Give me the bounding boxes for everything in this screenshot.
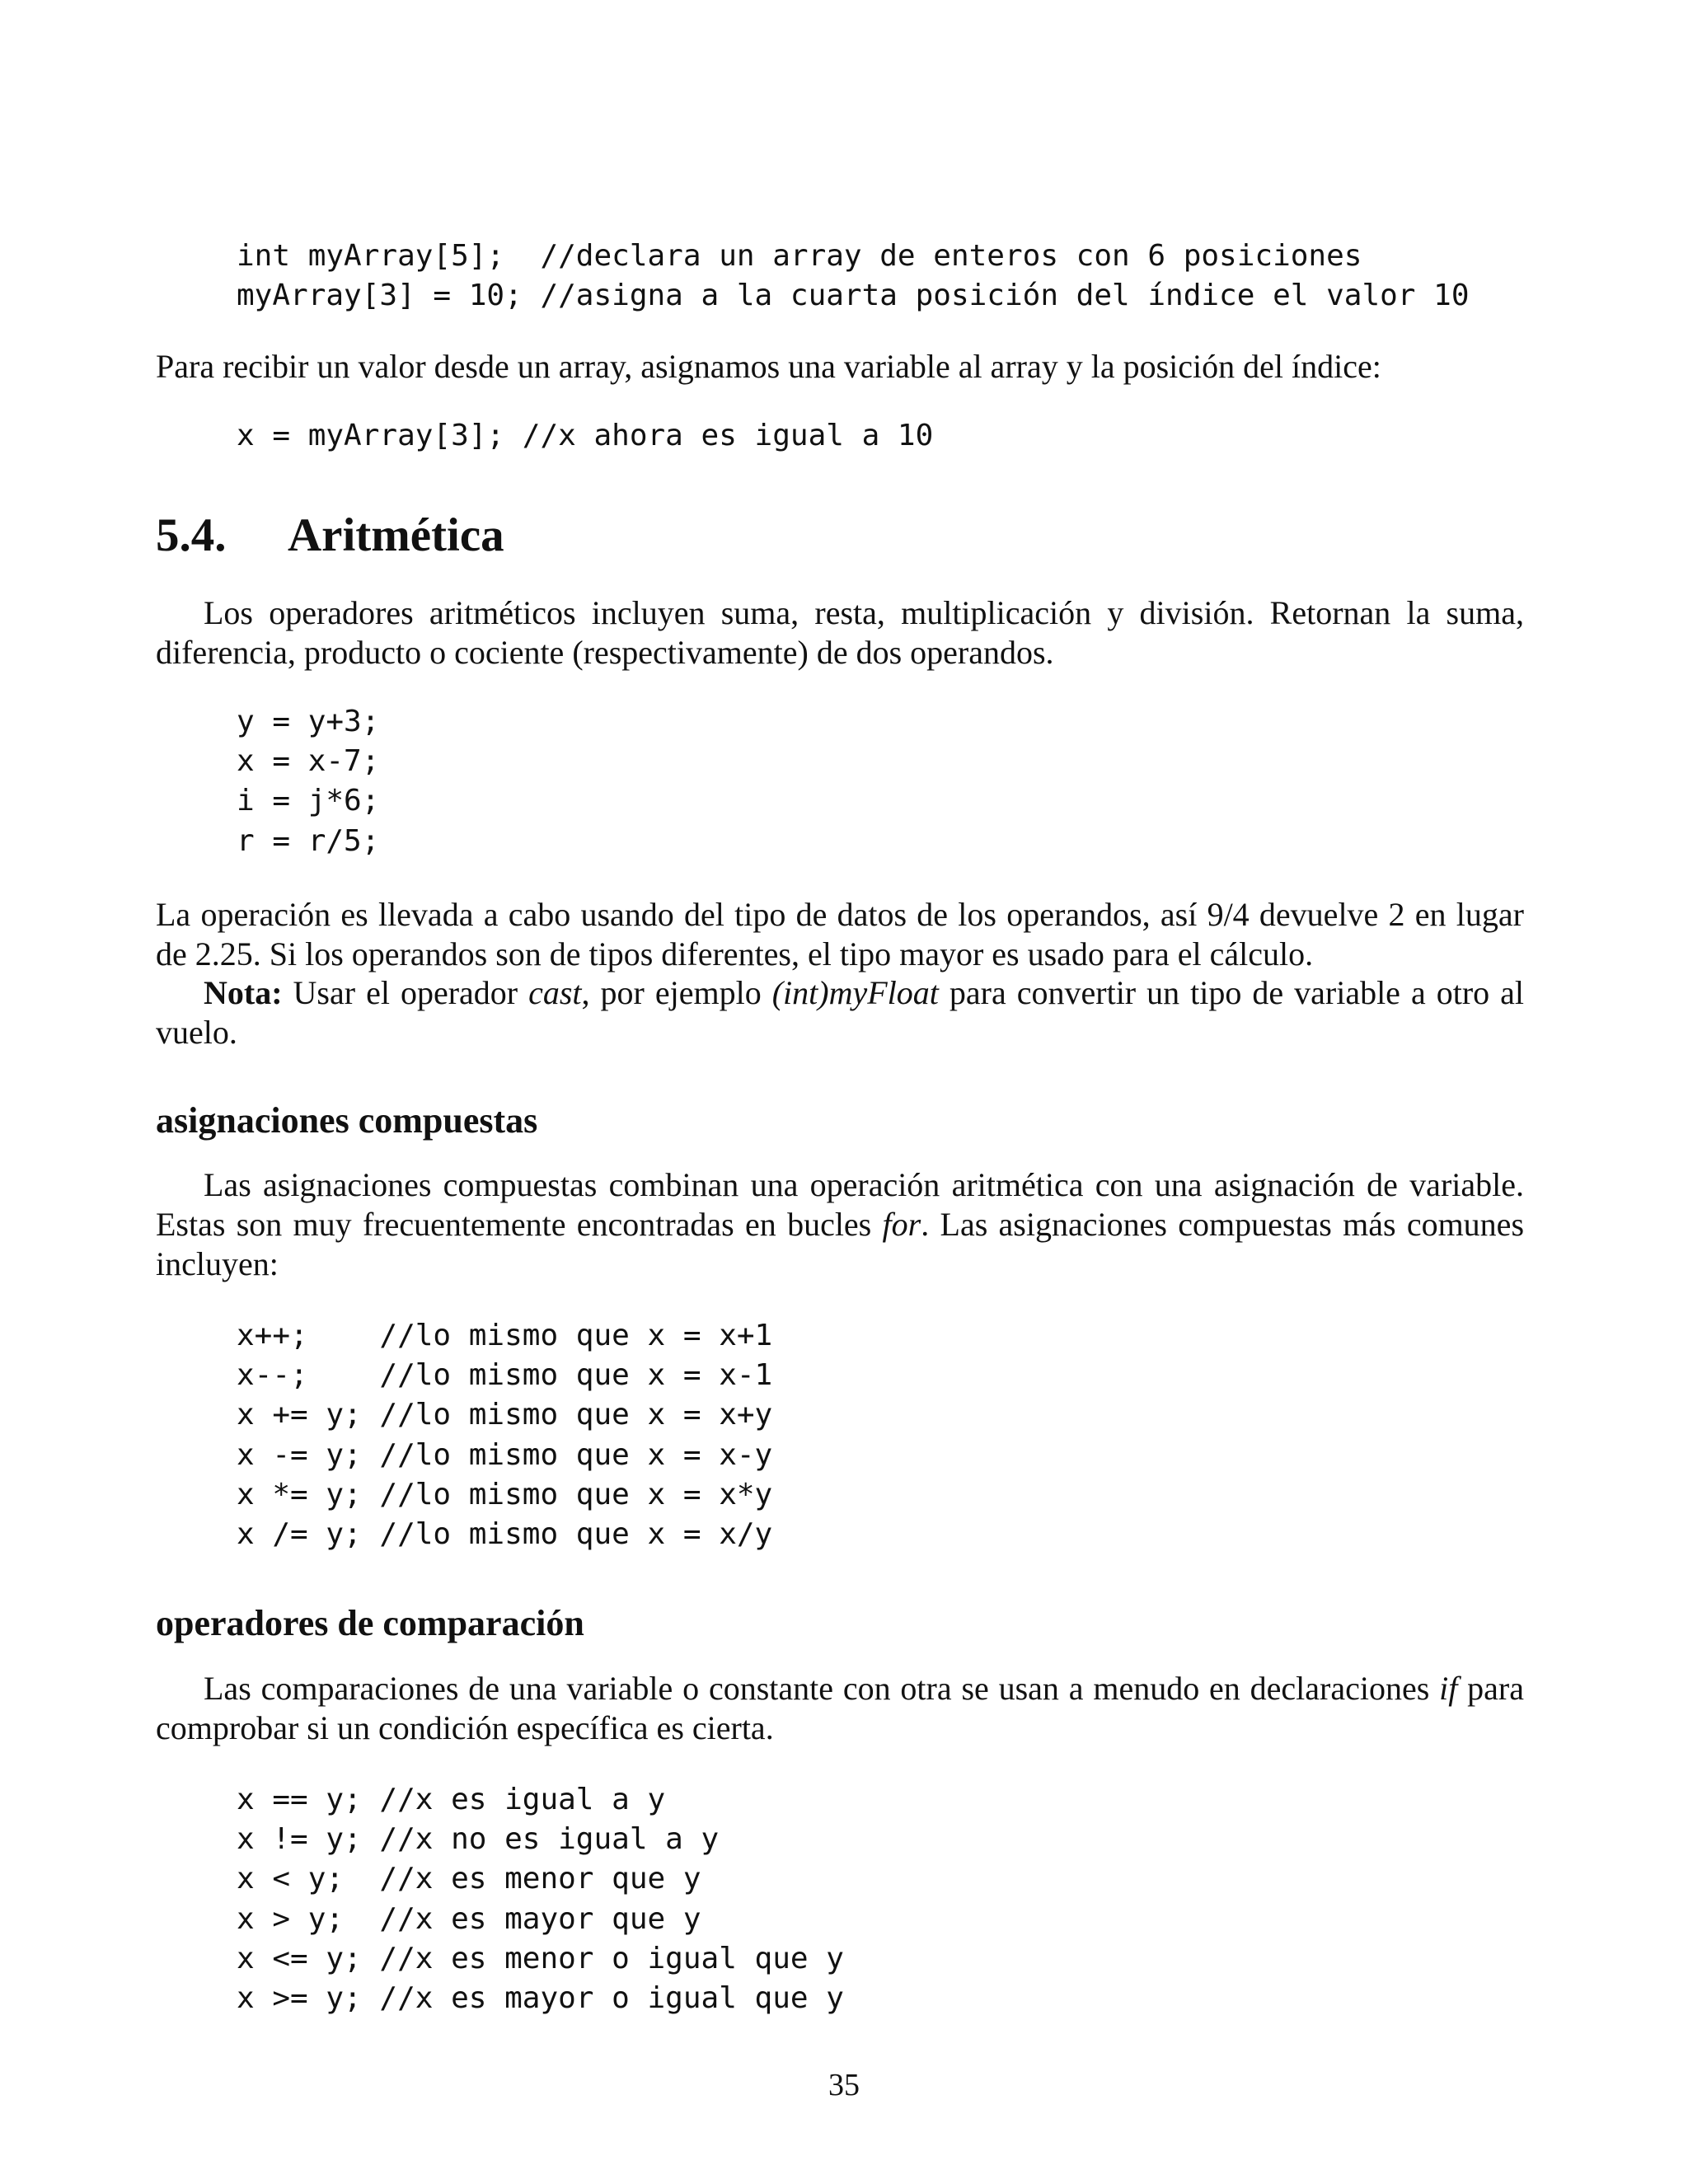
code-block-comparison — [237, 1780, 844, 2018]
for-term: for — [882, 1206, 921, 1243]
code-block-array-declaration — [237, 237, 1470, 316]
page-number: 35 — [828, 2068, 860, 2102]
note-label: Nota: — [204, 974, 283, 1011]
code-line: x < y; //x es menor que y — [237, 1862, 701, 1896]
code-line: x <= y; //x es menor o igual que y — [237, 1941, 844, 1975]
code-block-arithmetic — [237, 702, 379, 861]
code-block-compound — [237, 1316, 772, 1554]
if-term: if — [1439, 1670, 1458, 1707]
subsection-heading-comparison: operadores de comparación — [156, 1603, 584, 1643]
paragraph-text-part: para comprobar si un condición específica es cierta. — [156, 1670, 1525, 1746]
code-line: x += y; //lo mismo que x = x+y — [237, 1398, 773, 1432]
paragraph-text: Para recibir un valor desde un array, asignamos una variable al array y la posición del índice: — [156, 348, 1381, 385]
note-cast-term: cast — [528, 974, 582, 1011]
code-line: i = j*6; — [237, 784, 380, 818]
paragraph-text — [156, 1165, 1524, 1284]
subsection-heading-compound: asignaciones compuestas — [156, 1100, 538, 1141]
note-text-part: , por ejemplo — [581, 974, 772, 1011]
paragraph-text — [156, 1669, 1524, 1748]
code-line: x -= y; //lo mismo que x = x-y — [237, 1437, 773, 1472]
code-line: x--; //lo mismo que x = x-1 — [237, 1358, 773, 1393]
code-line: x /= y; //lo mismo que x = x/y — [237, 1517, 773, 1552]
paragraph-text: La operación es llevada a cabo usando del tipo de datos de los operandos, así 9/4 devuelve 2 en lugar de 2.25. Si los operandos son de tipos diferentes, el tipo mayor es usado para el cálculo. — [156, 896, 1524, 972]
code-line: x >= y; //x es mayor o igual que y — [237, 1981, 844, 2016]
note-text-part: para convertir un tipo de variable a otro al vuelo. — [156, 974, 1525, 1051]
paragraph-text-part: Las asignaciones compuestas combinan una operación aritmética con una asignación de variable. Estas son muy frecuentemente encontradas en bucles — [156, 1166, 1524, 1243]
note-text-part: Usar el operador — [282, 974, 529, 1011]
note-text — [156, 973, 1524, 1052]
paragraph-text-part: . Las asignaciones compuestas más comunes incluyen: — [156, 1206, 1525, 1282]
paragraph-receive-value — [156, 347, 1524, 387]
code-line: x *= y; //lo mismo que x = x*y — [237, 1477, 773, 1511]
code-line: int myArray[5]; //declara un array de enteros con 6 posiciones — [237, 239, 1362, 273]
paragraph-compound — [156, 1165, 1524, 1284]
code-line: myArray[3] = 10; //asigna a la cuarta posición del índice el valor 10 — [237, 279, 1470, 313]
code-line: x++; //lo mismo que x = x+1 — [237, 1319, 773, 1352]
section-heading-aritmetica — [156, 509, 504, 562]
section-number: 5.4. — [156, 509, 227, 561]
code-block-receive — [237, 416, 933, 456]
code-line: x > y; //x es mayor que y — [237, 1901, 701, 1936]
paragraph-note — [156, 973, 1524, 1052]
code-line: y = y+3; — [237, 705, 380, 738]
code-line: x != y; //x no es igual a y — [237, 1822, 720, 1857]
paragraph-text-part: Las comparaciones de una variable o constante con otra se usan a menudo en declaraciones — [204, 1670, 1440, 1707]
paragraph-data-types — [156, 895, 1524, 974]
paragraph-comparison — [156, 1669, 1524, 1748]
paragraph-text: Los operadores aritméticos incluyen suma, resta, multiplicación y división. Retornan la suma, diferencia, producto o cociente (respectivamente) de dos operandos. — [156, 594, 1524, 671]
code-line: r = r/5; — [237, 823, 380, 858]
code-line: x = myArray[3]; //x ahora es igual a 10 — [237, 419, 934, 452]
paragraph-operators — [156, 593, 1524, 673]
code-line: x == y; //x es igual a y — [237, 1783, 666, 1816]
note-example-term: (int)myFloat — [771, 974, 939, 1011]
code-line: x = x-7; — [237, 744, 380, 779]
section-title: Aritmética — [288, 509, 504, 561]
